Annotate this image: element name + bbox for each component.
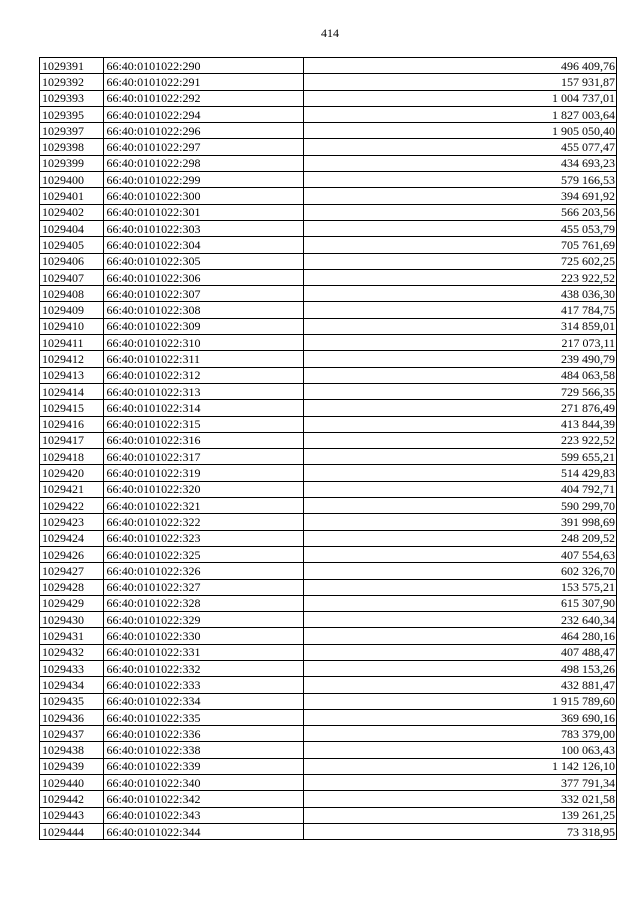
- record-id-cell: 1029438: [40, 742, 104, 758]
- record-id-cell: 1029391: [40, 58, 104, 74]
- record-id-cell: 1029415: [40, 400, 104, 416]
- record-id-cell: 1029413: [40, 367, 104, 383]
- record-id-cell: 1029430: [40, 612, 104, 628]
- cadastral-number-cell: 66:40:0101022:300: [104, 188, 303, 204]
- record-id-cell: 1029392: [40, 74, 104, 90]
- record-id-cell: 1029434: [40, 677, 104, 693]
- table-row: [40, 612, 617, 628]
- table-row: [40, 726, 617, 742]
- cadastral-number-cell: 66:40:0101022:298: [104, 155, 303, 171]
- cadastral-number-cell: 66:40:0101022:325: [104, 546, 303, 562]
- cadastral-number-cell: 66:40:0101022:304: [104, 237, 303, 253]
- record-id-cell: 1029398: [40, 139, 104, 155]
- cadastral-number-cell: 66:40:0101022:321: [104, 498, 303, 514]
- table-row: [40, 449, 617, 465]
- cadastral-value-cell: 599 655,21: [303, 449, 616, 465]
- table-row: [40, 693, 617, 709]
- table-row: [40, 530, 617, 546]
- record-id-cell: 1029418: [40, 449, 104, 465]
- table-row: [40, 74, 617, 90]
- record-id-cell: 1029433: [40, 660, 104, 676]
- cadastral-number-cell: 66:40:0101022:317: [104, 449, 303, 465]
- cadastral-number-cell: 66:40:0101022:329: [104, 612, 303, 628]
- table-row: [40, 791, 617, 807]
- record-id-cell: 1029424: [40, 530, 104, 546]
- cadastral-value-cell: 432 881,47: [303, 677, 616, 693]
- cadastral-number-cell: 66:40:0101022:339: [104, 758, 303, 774]
- table-row: [40, 758, 617, 774]
- record-id-cell: 1029428: [40, 579, 104, 595]
- table-row: [40, 123, 617, 139]
- record-id-cell: 1029412: [40, 351, 104, 367]
- table-row: [40, 90, 617, 106]
- cadastral-value-cell: 729 566,35: [303, 383, 616, 399]
- cadastral-value-cell: 407 488,47: [303, 644, 616, 660]
- table-row: [40, 432, 617, 448]
- cadastral-value-cell: 579 166,53: [303, 172, 616, 188]
- cadastral-value-cell: 455 053,79: [303, 220, 616, 236]
- record-id-cell: 1029421: [40, 481, 104, 497]
- cadastral-value-cell: 369 690,16: [303, 709, 616, 725]
- table-row: [40, 139, 617, 155]
- table-row: [40, 546, 617, 562]
- cadastral-value-cell: 484 063,58: [303, 367, 616, 383]
- cadastral-number-cell: 66:40:0101022:297: [104, 139, 303, 155]
- cadastral-value-cell: 1 142 126,10: [303, 758, 616, 774]
- cadastral-number-cell: 66:40:0101022:331: [104, 644, 303, 660]
- cadastral-value-cell: 464 280,16: [303, 628, 616, 644]
- cadastral-number-cell: 66:40:0101022:334: [104, 693, 303, 709]
- cadastral-value-cell: 223 922,52: [303, 269, 616, 285]
- cadastral-value-cell: 514 429,83: [303, 465, 616, 481]
- table-row: [40, 383, 617, 399]
- record-id-cell: 1029400: [40, 172, 104, 188]
- table-row: [40, 742, 617, 758]
- table-row: [40, 563, 617, 579]
- cadastral-number-cell: 66:40:0101022:327: [104, 579, 303, 595]
- table-row: [40, 465, 617, 481]
- table-row: [40, 106, 617, 122]
- cadastral-number-cell: 66:40:0101022:294: [104, 106, 303, 122]
- table-row: [40, 269, 617, 285]
- record-id-cell: 1029439: [40, 758, 104, 774]
- table-row: [40, 188, 617, 204]
- cadastral-value-cell: 498 153,26: [303, 660, 616, 676]
- record-id-cell: 1029404: [40, 220, 104, 236]
- record-id-cell: 1029420: [40, 465, 104, 481]
- record-id-cell: 1029401: [40, 188, 104, 204]
- record-id-cell: 1029442: [40, 791, 104, 807]
- table-row: [40, 514, 617, 530]
- cadastral-number-cell: 66:40:0101022:335: [104, 709, 303, 725]
- cadastral-number-cell: 66:40:0101022:323: [104, 530, 303, 546]
- record-id-cell: 1029436: [40, 709, 104, 725]
- cadastral-value-cell: 139 261,25: [303, 807, 616, 823]
- cadastral-number-cell: 66:40:0101022:314: [104, 400, 303, 416]
- cadastral-number-cell: 66:40:0101022:336: [104, 726, 303, 742]
- cadastral-number-cell: 66:40:0101022:303: [104, 220, 303, 236]
- record-id-cell: 1029408: [40, 286, 104, 302]
- table-row: [40, 823, 617, 839]
- record-id-cell: 1029426: [40, 546, 104, 562]
- table-row: [40, 318, 617, 334]
- cadastral-value-cell: 705 761,69: [303, 237, 616, 253]
- table-row: [40, 367, 617, 383]
- cadastral-number-cell: 66:40:0101022:307: [104, 286, 303, 302]
- cadastral-value-cell: 100 063,43: [303, 742, 616, 758]
- table-row: [40, 775, 617, 791]
- record-id-cell: 1029416: [40, 416, 104, 432]
- cadastral-number-cell: 66:40:0101022:305: [104, 253, 303, 269]
- cadastral-number-cell: 66:40:0101022:342: [104, 791, 303, 807]
- record-id-cell: 1029432: [40, 644, 104, 660]
- table-row: [40, 335, 617, 351]
- table-row: [40, 286, 617, 302]
- cadastral-value-cell: 615 307,90: [303, 595, 616, 611]
- cadastral-value-table: [39, 57, 617, 840]
- record-id-cell: 1029435: [40, 693, 104, 709]
- cadastral-value-cell: 239 490,79: [303, 351, 616, 367]
- table-row: [40, 155, 617, 171]
- record-id-cell: 1029429: [40, 595, 104, 611]
- cadastral-number-cell: 66:40:0101022:306: [104, 269, 303, 285]
- cadastral-value-cell: 434 693,23: [303, 155, 616, 171]
- cadastral-value-cell: 1 004 737,01: [303, 90, 616, 106]
- record-id-cell: 1029437: [40, 726, 104, 742]
- cadastral-value-cell: 223 922,52: [303, 432, 616, 448]
- record-id-cell: 1029410: [40, 318, 104, 334]
- cadastral-value-cell: 783 379,00: [303, 726, 616, 742]
- cadastral-number-cell: 66:40:0101022:338: [104, 742, 303, 758]
- record-id-cell: 1029405: [40, 237, 104, 253]
- cadastral-number-cell: 66:40:0101022:313: [104, 383, 303, 399]
- cadastral-number-cell: 66:40:0101022:330: [104, 628, 303, 644]
- record-id-cell: 1029417: [40, 432, 104, 448]
- table-row: [40, 709, 617, 725]
- cadastral-value-cell: 217 073,11: [303, 335, 616, 351]
- cadastral-number-cell: 66:40:0101022:301: [104, 204, 303, 220]
- cadastral-value-cell: 394 691,92: [303, 188, 616, 204]
- table-row: [40, 400, 617, 416]
- record-id-cell: 1029409: [40, 302, 104, 318]
- cadastral-value-cell: 602 326,70: [303, 563, 616, 579]
- cadastral-number-cell: 66:40:0101022:319: [104, 465, 303, 481]
- table-row: [40, 416, 617, 432]
- cadastral-number-cell: 66:40:0101022:332: [104, 660, 303, 676]
- table-row: [40, 204, 617, 220]
- record-id-cell: 1029399: [40, 155, 104, 171]
- cadastral-value-cell: 248 209,52: [303, 530, 616, 546]
- cadastral-value-cell: 157 931,87: [303, 74, 616, 90]
- cadastral-value-cell: 590 299,70: [303, 498, 616, 514]
- cadastral-value-cell: 271 876,49: [303, 400, 616, 416]
- cadastral-number-cell: 66:40:0101022:308: [104, 302, 303, 318]
- record-id-cell: 1029440: [40, 775, 104, 791]
- cadastral-value-cell: 725 602,25: [303, 253, 616, 269]
- cadastral-value-cell: 377 791,34: [303, 775, 616, 791]
- table-row: [40, 644, 617, 660]
- cadastral-value-cell: 438 036,30: [303, 286, 616, 302]
- cadastral-number-cell: 66:40:0101022:326: [104, 563, 303, 579]
- record-id-cell: 1029414: [40, 383, 104, 399]
- record-id-cell: 1029422: [40, 498, 104, 514]
- record-id-cell: 1029443: [40, 807, 104, 823]
- cadastral-value-cell: 404 792,71: [303, 481, 616, 497]
- cadastral-number-cell: 66:40:0101022:315: [104, 416, 303, 432]
- table-row: [40, 481, 617, 497]
- cadastral-number-cell: 66:40:0101022:333: [104, 677, 303, 693]
- cadastral-number-cell: 66:40:0101022:309: [104, 318, 303, 334]
- page-number: 414: [321, 26, 339, 40]
- cadastral-value-cell: 413 844,39: [303, 416, 616, 432]
- cadastral-number-cell: 66:40:0101022:343: [104, 807, 303, 823]
- cadastral-number-cell: 66:40:0101022:290: [104, 58, 303, 74]
- cadastral-number-cell: 66:40:0101022:322: [104, 514, 303, 530]
- cadastral-value-cell: 73 318,95: [303, 823, 616, 839]
- cadastral-value-cell: 1 905 050,40: [303, 123, 616, 139]
- cadastral-value-cell: 1 827 003,64: [303, 106, 616, 122]
- table-row: [40, 237, 617, 253]
- table-row: [40, 220, 617, 236]
- table-row: [40, 58, 617, 74]
- record-id-cell: 1029397: [40, 123, 104, 139]
- cadastral-value-cell: 407 554,63: [303, 546, 616, 562]
- cadastral-value-cell: 1 915 789,60: [303, 693, 616, 709]
- record-id-cell: 1029444: [40, 823, 104, 839]
- cadastral-value-cell: 314 859,01: [303, 318, 616, 334]
- record-id-cell: 1029402: [40, 204, 104, 220]
- table-row: [40, 172, 617, 188]
- table-row: [40, 628, 617, 644]
- cadastral-value-cell: 391 998,69: [303, 514, 616, 530]
- cadastral-number-cell: 66:40:0101022:320: [104, 481, 303, 497]
- cadastral-number-cell: 66:40:0101022:316: [104, 432, 303, 448]
- table-row: [40, 253, 617, 269]
- cadastral-value-cell: 566 203,56: [303, 204, 616, 220]
- cadastral-number-cell: 66:40:0101022:299: [104, 172, 303, 188]
- cadastral-value-cell: 496 409,76: [303, 58, 616, 74]
- cadastral-value-cell: 153 575,21: [303, 579, 616, 595]
- cadastral-number-cell: 66:40:0101022:328: [104, 595, 303, 611]
- cadastral-value-cell: 455 077,47: [303, 139, 616, 155]
- record-id-cell: 1029406: [40, 253, 104, 269]
- cadastral-value-cell: 232 640,34: [303, 612, 616, 628]
- cadastral-number-cell: 66:40:0101022:296: [104, 123, 303, 139]
- record-id-cell: 1029411: [40, 335, 104, 351]
- table-body: [40, 58, 617, 840]
- record-id-cell: 1029423: [40, 514, 104, 530]
- cadastral-value-cell: 332 021,58: [303, 791, 616, 807]
- cadastral-number-cell: 66:40:0101022:311: [104, 351, 303, 367]
- cadastral-number-cell: 66:40:0101022:310: [104, 335, 303, 351]
- table-row: [40, 579, 617, 595]
- table-row: [40, 302, 617, 318]
- table-row: [40, 807, 617, 823]
- table-row: [40, 595, 617, 611]
- table-row: [40, 498, 617, 514]
- record-id-cell: 1029431: [40, 628, 104, 644]
- table-row: [40, 351, 617, 367]
- table-row: [40, 677, 617, 693]
- table-row: [40, 660, 617, 676]
- cadastral-number-cell: 66:40:0101022:292: [104, 90, 303, 106]
- cadastral-number-cell: 66:40:0101022:312: [104, 367, 303, 383]
- cadastral-value-cell: 417 784,75: [303, 302, 616, 318]
- record-id-cell: 1029395: [40, 106, 104, 122]
- cadastral-number-cell: 66:40:0101022:344: [104, 823, 303, 839]
- cadastral-number-cell: 66:40:0101022:340: [104, 775, 303, 791]
- record-id-cell: 1029407: [40, 269, 104, 285]
- cadastral-number-cell: 66:40:0101022:291: [104, 74, 303, 90]
- record-id-cell: 1029427: [40, 563, 104, 579]
- record-id-cell: 1029393: [40, 90, 104, 106]
